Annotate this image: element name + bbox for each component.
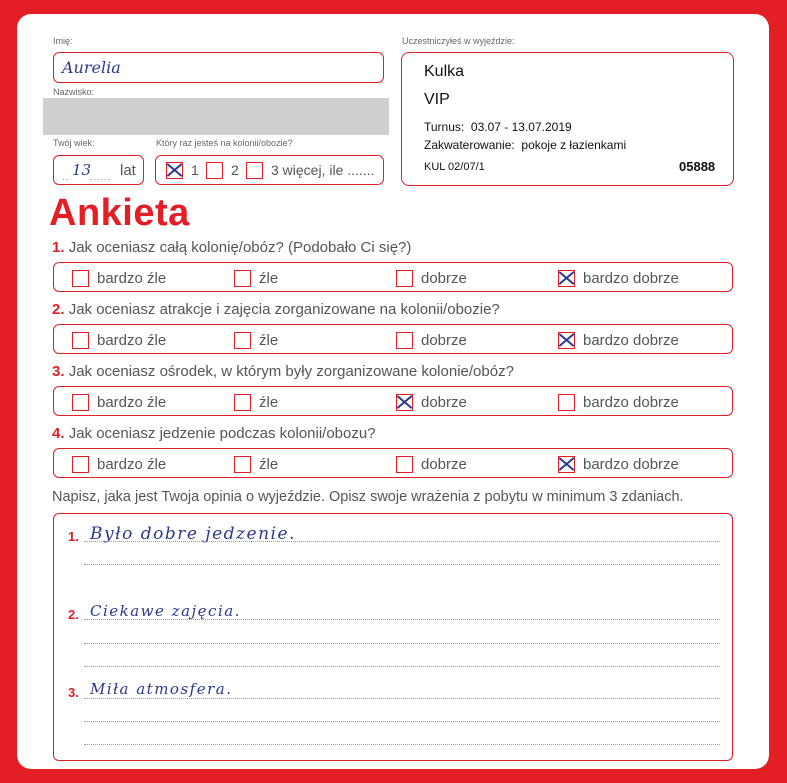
checkbox-icon[interactable] [558,456,575,473]
option[interactable]: dobrze [396,454,467,474]
answer-num-2: 2. [68,607,79,622]
checkbox-icon[interactable] [72,332,89,349]
option[interactable]: bardzo dobrze [558,454,679,474]
question-2: 2. Jak oceniasz atrakcje i zajęcia zorganizowane na kolonii/obozie? [52,301,500,318]
answer-text-2: Ciekawe zajęcia. [90,602,241,620]
option[interactable]: bardzo dobrze [558,392,679,412]
option[interactable]: dobrze [396,392,467,412]
question-3: 3. Jak oceniasz ośrodek, w którym były zorganizowane kolonie/obóz? [52,363,514,380]
checkbox-icon[interactable] [166,162,183,179]
answer-num-1: 1. [68,529,79,544]
checkbox-icon[interactable] [234,394,251,411]
checkbox-icon[interactable] [206,162,223,179]
age-label: Twój wiek: [53,138,95,148]
name-field[interactable] [53,52,384,83]
participant-line2: VIP [424,91,450,108]
option[interactable]: bardzo źle [72,330,166,350]
survey-sheet [17,14,769,769]
question-4: 4. Jak oceniasz jedzenie podczas kolonii/obozu? [52,425,376,442]
answer-row-2 [53,324,733,354]
age-field[interactable]: .. 13 ...... lat [53,155,144,185]
age-unit: lat [120,162,136,179]
name-value: Aurelia [62,58,121,77]
option[interactable]: źle [234,454,278,474]
checkbox-icon[interactable] [72,394,89,411]
checkbox-icon[interactable] [396,270,413,287]
participant-line1: Kulka [424,63,465,80]
checkbox-icon[interactable] [234,456,251,473]
answer-text-1: Było dobre jedzenie. [90,524,296,544]
age-value: 13 [72,161,92,179]
checkbox-icon[interactable] [72,270,89,287]
answer-text-3: Miła atmosfera. [90,680,233,698]
checkbox-icon[interactable] [396,394,413,411]
name-label: Imię: [53,36,73,46]
participant-box [401,52,734,186]
checkbox-icon[interactable] [396,456,413,473]
opinion-box[interactable] [53,513,733,761]
option[interactable]: bardzo źle [72,392,166,412]
participant-label: Uczestniczyłeś w wyjeździe: [402,36,515,46]
option[interactable]: źle [234,330,278,350]
answer-row-1 [53,262,733,292]
form-number: 05888 [679,159,716,174]
question-1: 1. Jak oceniasz całą kolonię/obóz? (Podobało Ci się?) [52,239,412,256]
option[interactable]: bardzo źle [72,268,166,288]
option[interactable]: źle [234,268,278,288]
option[interactable]: dobrze [396,330,467,350]
option[interactable]: bardzo dobrze [558,330,679,350]
option[interactable]: dobrze [396,268,467,288]
times-field [155,155,384,185]
checkbox-icon[interactable] [246,162,263,179]
answer-num-3: 3. [68,685,79,700]
times-option[interactable]: 1 [166,160,199,180]
checkbox-icon[interactable] [234,270,251,287]
checkbox-icon[interactable] [558,332,575,349]
option[interactable]: bardzo dobrze [558,268,679,288]
group-code: KUL 02/07/1 [424,161,485,173]
checkbox-icon[interactable] [396,332,413,349]
redacted-surname [43,98,389,135]
checkbox-icon[interactable] [72,456,89,473]
checkbox-icon[interactable] [234,332,251,349]
checkbox-icon[interactable] [558,270,575,287]
surname-label: Nazwisko: [53,87,95,97]
times-option[interactable]: 3 więcej, ile ....... [246,160,374,180]
checkbox-icon[interactable] [558,394,575,411]
turnus-row: Turnus: 03.07 - 13.07.2019 [424,120,572,134]
times-label: Który raz jesteś na kolonii/obozie? [156,138,293,148]
option[interactable]: bardzo źle [72,454,166,474]
opinion-prompt: Napisz, jaka jest Twoja opinia o wyjeździe. Opisz swoje wrażenia z pobytu w minimum 3 zdaniach. [52,489,684,505]
times-option[interactable]: 2 [206,160,239,180]
option[interactable]: źle [234,392,278,412]
accommodation-row: Zakwaterowanie: pokoje z łazienkami [424,138,627,152]
answer-row-3 [53,386,733,416]
answer-row-4 [53,448,733,478]
page-title: Ankieta [49,192,190,234]
